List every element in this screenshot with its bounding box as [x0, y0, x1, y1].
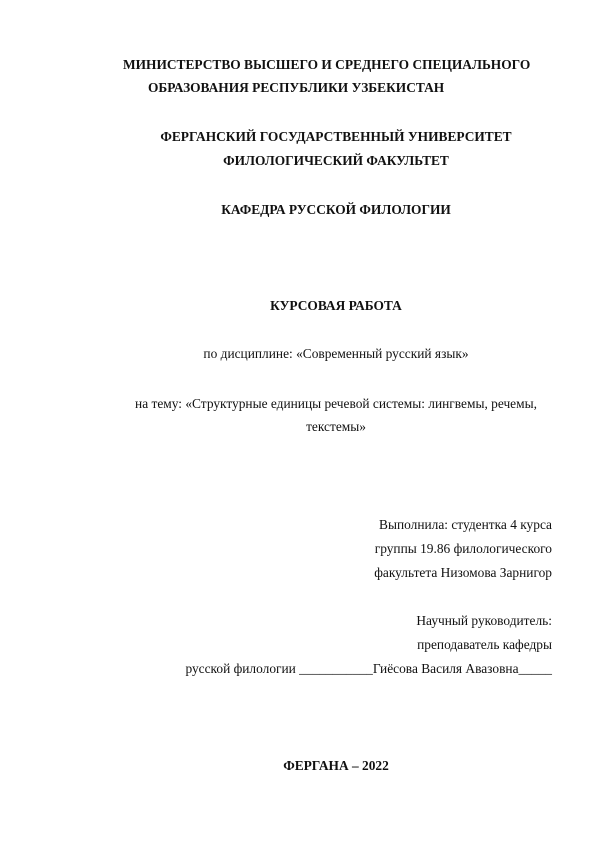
city-year: ФЕРГАНА – 2022 — [283, 758, 389, 773]
supervisor-line-3: русской филологии ___________Гиёсова Василя Авазовна_____ — [185, 661, 552, 676]
work-type: КУРСОВАЯ РАБОТА — [270, 298, 402, 313]
department-name: КАФЕДРА РУССКОЙ ФИЛОЛОГИИ — [221, 202, 451, 217]
ministry-line-2: ОБРАЗОВАНИЯ РЕСПУБЛИКИ УЗБЕКИСТАН — [148, 80, 445, 95]
author-line-3: факультета Низомова Зарнигор — [374, 565, 552, 580]
supervisor-line-1: Научный руководитель: — [416, 613, 552, 628]
university-name: ФЕРГАНСКИЙ ГОСУДАРСТВЕННЫЙ УНИВЕРСИТЕТ — [160, 129, 512, 144]
faculty-name: ФИЛОЛОГИЧЕСКИЙ ФАКУЛЬТЕТ — [223, 153, 449, 168]
topic-line-1: на тему: «Структурные единицы речевой системы: лингвемы, речемы, — [135, 396, 537, 411]
ministry-line-1: МИНИСТЕРСТВО ВЫСШЕГО И СРЕДНЕГО СПЕЦИАЛЬНОГО — [123, 57, 531, 72]
discipline: по дисциплине: «Современный русский язык» — [203, 346, 469, 361]
topic-line-2: текстемы» — [306, 419, 366, 434]
author-line-2: группы 19.86 филологического — [374, 541, 552, 556]
supervisor-line-2: преподаватель кафедры — [417, 637, 552, 652]
author-line-1: Выполнила: студентка 4 курса — [379, 517, 552, 532]
